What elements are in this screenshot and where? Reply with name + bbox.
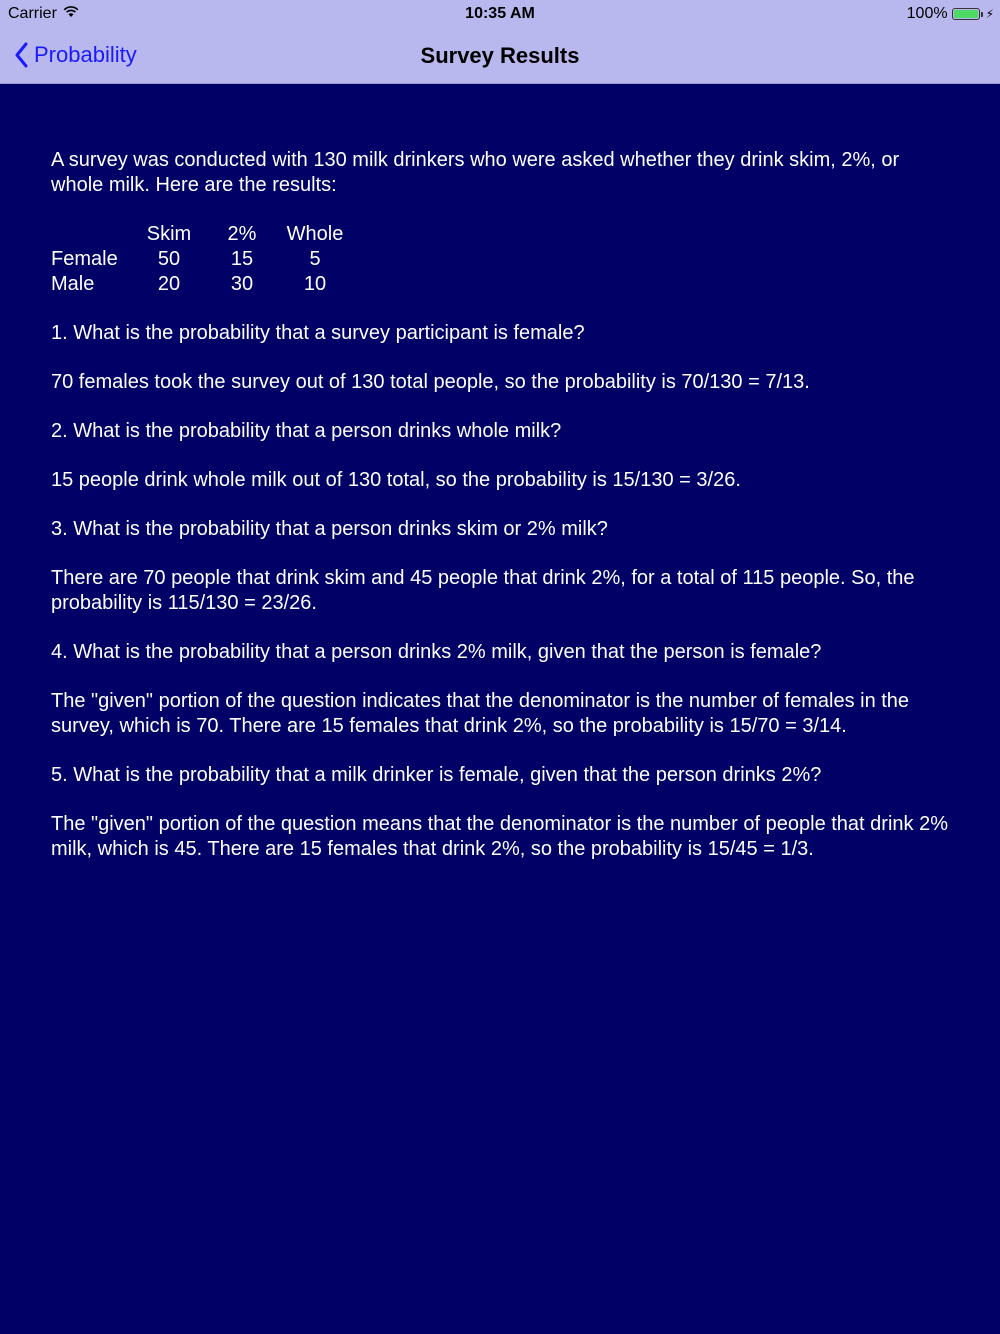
answer-5: The "given" portion of the question means that the denominator is the number of people that drink 2% milk, which is 45. There are 15 females that drink 2%, so the probability is 15/45 = 1/3. bbox=[51, 813, 948, 860]
status-right bbox=[907, 5, 994, 23]
question-5: 5. What is the probability that a milk drinker is female, given that the person drinks 2%? bbox=[51, 764, 822, 786]
status-bar bbox=[0, 0, 1000, 28]
table-cell: 50 bbox=[157, 248, 181, 270]
answer-4: The "given" portion of the question indicates that the denominator is the number of females in the survey, which is 70. There are 15 females that drink 2%, so the probability is 15/70 = 3/14. bbox=[51, 690, 910, 737]
table-cell: 5 bbox=[309, 248, 321, 270]
table-cell: 20 bbox=[157, 273, 181, 295]
table-header: Whole bbox=[286, 223, 344, 245]
table-row bbox=[51, 272, 353, 297]
table-cell: 30 bbox=[230, 273, 254, 295]
results-table bbox=[51, 222, 353, 297]
answer-3: There are 70 people that drink skim and 45 people that drink 2%, for a total of 115 people. So, the probability is 115/130 = 23/26. bbox=[51, 567, 915, 614]
answer-1: 70 females took the survey out of 130 total people, so the probability is 70/130 = 7/13. bbox=[51, 371, 810, 393]
question-4: 4. What is the probability that a person drinks 2% milk, given that the person is female? bbox=[51, 641, 822, 663]
table-header: Skim bbox=[146, 223, 192, 245]
table-cell: 10 bbox=[303, 273, 327, 295]
clock: 10:35 AM bbox=[465, 5, 535, 22]
battery-icon bbox=[952, 8, 980, 20]
battery-percent: 100% bbox=[906, 5, 948, 22]
carrier-label: Carrier bbox=[8, 5, 57, 22]
table-row bbox=[51, 247, 353, 272]
page-title: Survey Results bbox=[420, 43, 580, 68]
question-1: 1. What is the probability that a survey participant is female? bbox=[51, 322, 585, 344]
navigation-bar bbox=[0, 28, 1000, 84]
intro-text: A survey was conducted with 130 milk drinkers who were asked whether they drink skim, 2%, or whole milk. Here are the results: bbox=[51, 149, 900, 196]
table-cell: Male bbox=[51, 273, 95, 295]
back-button-label: Probability bbox=[34, 42, 137, 67]
table-cell: Female bbox=[51, 248, 118, 270]
table-header-row bbox=[51, 222, 353, 247]
question-3: 3. What is the probability that a person drinks skim or 2% milk? bbox=[51, 518, 608, 540]
table-header bbox=[51, 222, 131, 247]
survey-content bbox=[51, 148, 956, 886]
answer-2: 15 people drink whole milk out of 130 total, so the probability is 15/130 = 3/26. bbox=[51, 469, 741, 491]
table-header: 2% bbox=[227, 223, 257, 245]
question-2: 2. What is the probability that a person drinks whole milk? bbox=[51, 420, 562, 442]
table-cell: 15 bbox=[230, 248, 254, 270]
charging-icon: ⚡ bbox=[985, 7, 994, 21]
